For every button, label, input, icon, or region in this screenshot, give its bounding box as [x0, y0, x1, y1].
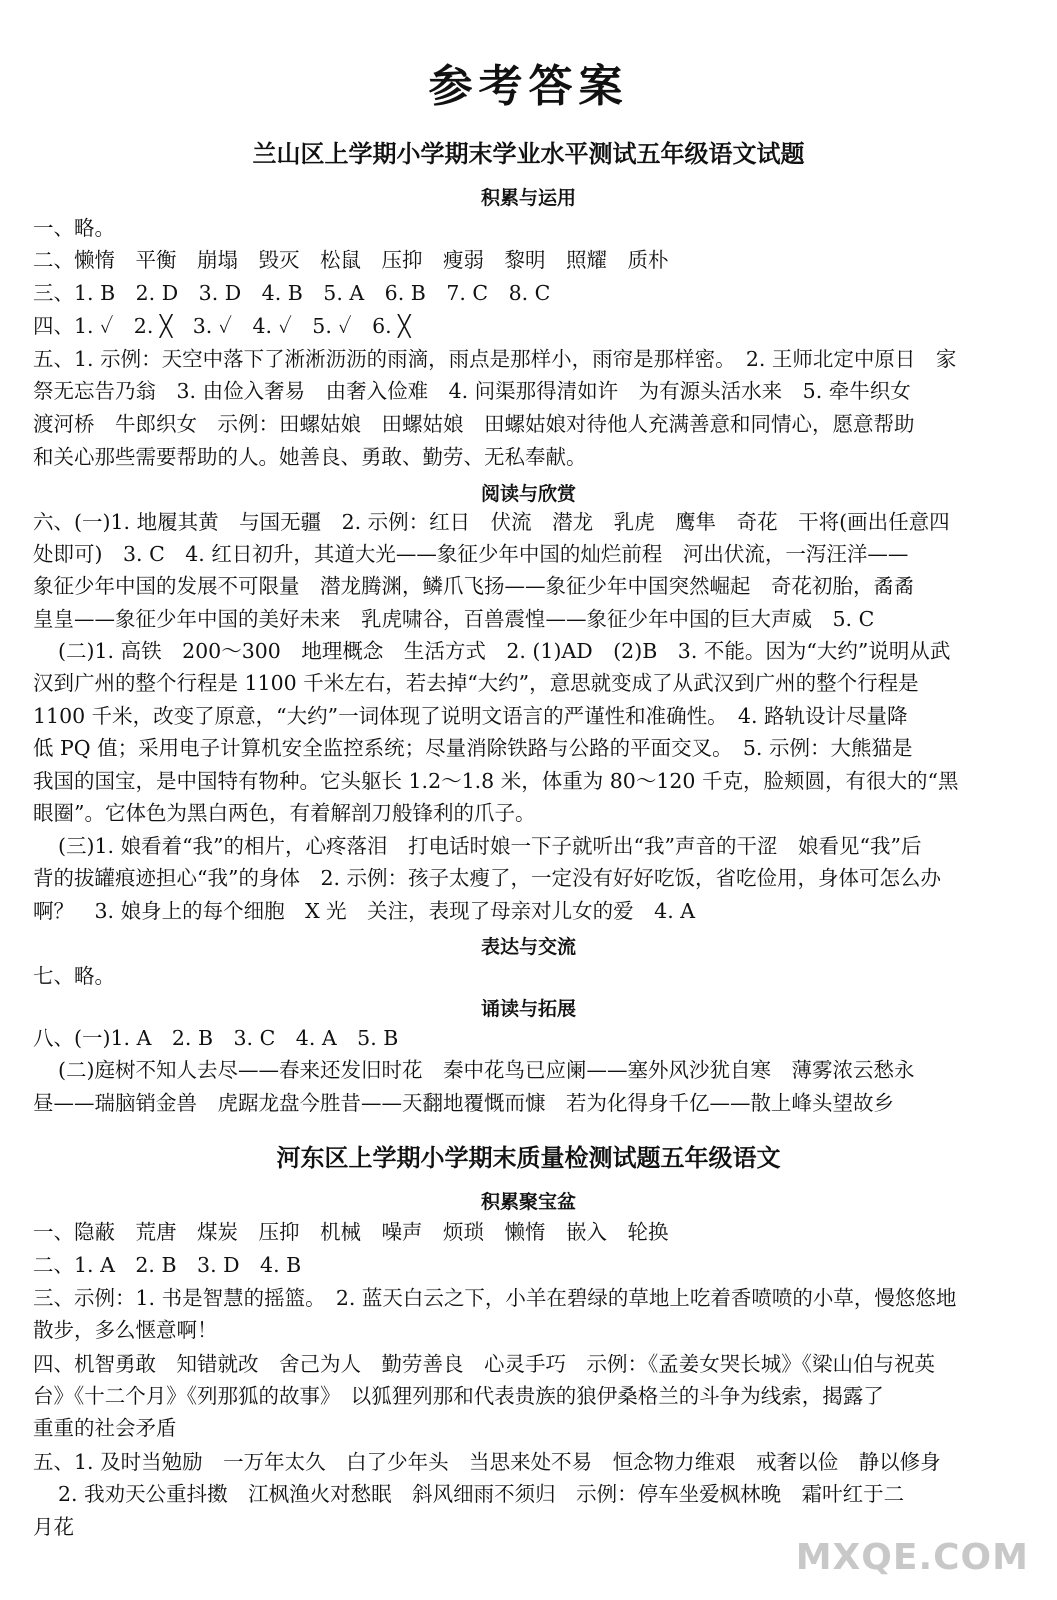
answer-line: 四、机智勇敢 知错就改 舍己为人 勤劳善良 心灵手巧 示例：《孟姜女哭长城》《梁山伯与祝英: [33, 1352, 935, 1376]
answer-line: 六、(一)1. 地履其黄 与国无疆 2. 示例：红日 伏流 潜龙 乳虎 鹰隼 奇花 干将(画出任意四: [33, 510, 950, 534]
answer-line: 渡河桥 牛郎织女 示例：田螺姑娘 田螺姑娘 田螺姑娘对待他人充满善意和同情心，愿意帮助: [33, 412, 915, 436]
answer-line: 四、1. ✓ 2. ╳ 3. ✓ 4. ✓ 5. ✓ 6. ╳: [33, 314, 411, 338]
answer-line: 八、(一)1. A 2. B 3. C 4. A 5. B: [33, 1026, 399, 1050]
answer-line: 汉到广州的整个行程是 1100 千米左右，若去掉“大约”，意思就变成了从武汉到广州的整个行程是: [33, 671, 919, 695]
section2-part-a-heading: 积累聚宝盆: [480, 1191, 576, 1213]
answer-line: 月花: [33, 1515, 74, 1539]
answer-line: 啊？ 3. 娘身上的每个细胞 X 光 关注，表现了母亲对儿女的爱 4. A: [33, 899, 696, 923]
answer-line: 二、1. A 2. B 3. D 4. B: [33, 1253, 302, 1277]
section2-title: 河东区上学期小学期末质量检测试题五年级语文: [276, 1144, 781, 1172]
answer-line: (二)1. 高铁 200～300 地理概念 生活方式 2. (1)AD (2)B 3. 不能。因为“大约”说明从武: [58, 639, 951, 663]
answer-line: 台》《十二个月》《列那狐的故事》 以狐狸列那和代表贵族的狼伊桑格兰的斗争为线索，揭露了: [33, 1384, 884, 1408]
answer-line: 1100 千米，改变了原意，“大约”一词体现了说明文语言的严谨性和准确性。 4. 路轨设计尽量降: [33, 704, 908, 728]
answer-line: 我国的国宝，是中国特有物种。它头躯长 1.2～1.8 米，体重为 80～120 千克，脸颊圆，有很大的“黑: [33, 769, 959, 793]
answer-line: (二)庭树不知人去尽——春来还发旧时花 秦中花鸟已应阑——塞外风沙犹自寒 薄雾浓云愁永: [58, 1058, 915, 1082]
answer-line: 象征少年中国的发展不可限量 潜龙腾渊，鳞爪飞扬——象征少年中国突然崛起 奇花初胎，矞矞: [33, 574, 915, 598]
answer-line: 散步，多么惬意啊！: [33, 1318, 218, 1342]
answer-line: 处即可) 3. C 4. 红日初升，其道大光——象征少年中国的灿烂前程 河出伏流，一泻汪洋——: [33, 542, 909, 566]
answer-line: 2. 我劝天公重抖擞 江枫渔火对愁眠 斜风细雨不须归 示例：停车坐爱枫林晚 霜叶红于二: [58, 1482, 905, 1506]
answer-line: 七、略。: [33, 964, 115, 988]
answer-line: 眼圈”。它体色为黑白两色，有着解剖刀般锋利的爪子。: [33, 801, 536, 825]
answer-line: 昼——瑞脑销金兽 虎踞龙盘今胜昔——天翻地覆慨而慷 若为化得身千亿——散上峰头望故乡: [33, 1091, 894, 1115]
answer-line: 背的拔罐痕迹担心“我”的身体 2. 示例：孩子太瘦了，一定没有好好吃饭，省吃俭用，身体可怎么办: [33, 866, 942, 890]
section1-part-b-heading: 阅读与欣赏: [480, 483, 576, 505]
page-title: 参考答案: [428, 61, 629, 112]
answer-line: 二、懒惰 平衡 崩塌 毁灭 松鼠 压抑 瘦弱 黎明 照耀 质朴: [33, 248, 669, 272]
answer-line: 三、示例：1. 书是智慧的摇篮。 2. 蓝天白云之下，小羊在碧绿的草地上吃着香喷喷的小草，慢悠悠地: [33, 1286, 957, 1310]
answer-line: 一、略。: [33, 216, 115, 240]
section1-part-a-heading: 积累与运用: [480, 187, 576, 209]
answer-line: 一、隐蔽 荒唐 煤炭 压抑 机械 噪声 烦琐 懒惰 嵌入 轮换: [33, 1220, 669, 1244]
section1-part-d-heading: 诵读与拓展: [480, 998, 576, 1020]
answer-line: 低 PQ 值；采用电子计算机安全监控系统；尽量消除铁路与公路的平面交叉。 5. 示例：大熊猫是: [33, 736, 913, 760]
answer-line: 皇皇——象征少年中国的美好未来 乳虎啸谷，百兽震惶——象征少年中国的巨大声威 5. C: [33, 607, 875, 631]
answer-line: 三、1. B 2. D 3. D 4. B 5. A 6. B 7. C 8. C: [33, 281, 551, 305]
answer-line: 和关心那些需要帮助的人。她善良、勇敢、勤劳、无私奉献。: [33, 445, 587, 469]
site-watermark: MXQE.COM: [795, 1537, 1029, 1578]
answer-line: 五、1. 示例：天空中落下了淅淅沥沥的雨滴，雨点是那样小，雨帘是那样密。 2. 王师北定中原日 家: [33, 347, 957, 371]
section1-part-c-heading: 表达与交流: [480, 936, 576, 958]
answer-line: 重重的社会矛盾: [33, 1416, 177, 1440]
section1-title: 兰山区上学期小学期末学业水平测试五年级语文试题: [252, 140, 805, 168]
answer-line: (三)1. 娘看着“我”的相片，心疼落泪 打电话时娘一下子就听出“我”声音的干涩 娘看见“我”后: [58, 834, 922, 858]
answer-line: 五、1. 及时当勉励 一万年太久 白了少年头 当思来处不易 恒念物力维艰 戒奢以俭 静以修身: [33, 1450, 941, 1474]
answer-line: 祭无忘告乃翁 3. 由俭入奢易 由奢入俭难 4. 问渠那得清如许 为有源头活水来 5. 牵牛织女: [33, 379, 911, 403]
